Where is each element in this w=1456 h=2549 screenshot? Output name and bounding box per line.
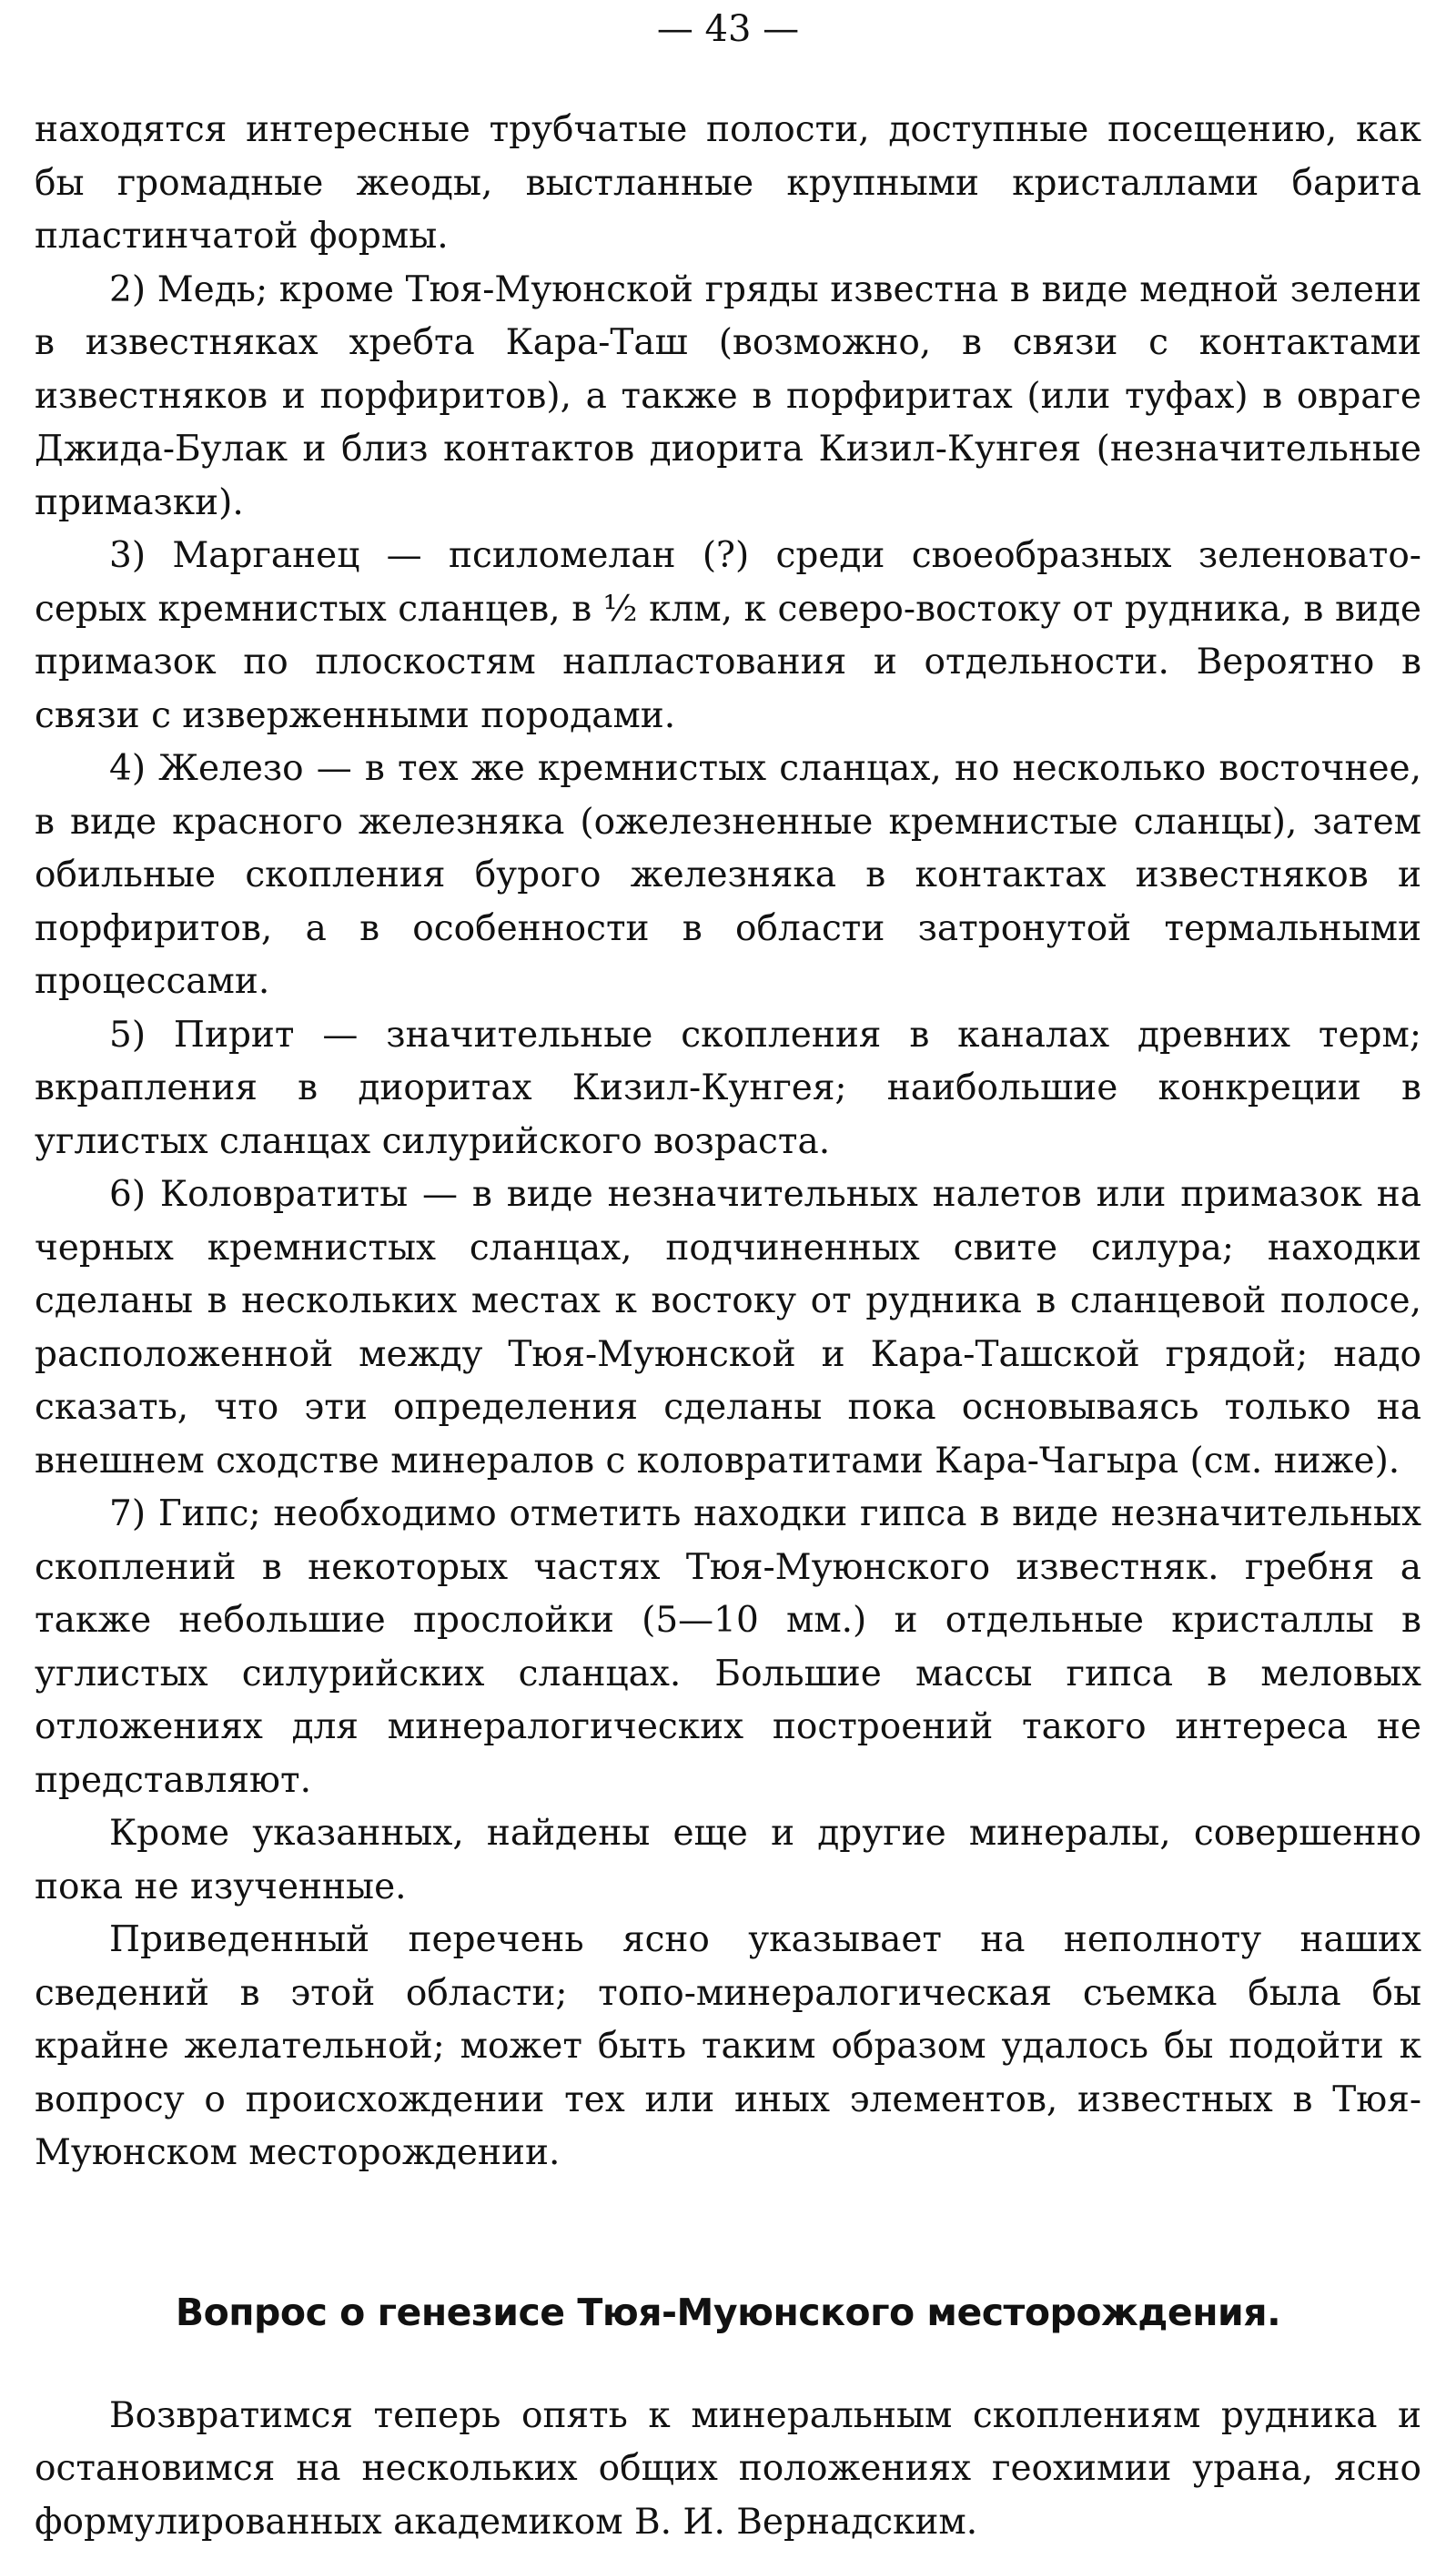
paragraph-volborthite: 6) Коловратиты — в виде незначительных налетов или примазок на черных кремнистых сланцах, подчиненных свите силура; находки сделаны в нескольких местах к востоку от рудника в сланцевой полосе, расположенной между Тюя-Муюнской и Кара-Ташской грядой; надо сказать, что эти определения сделаны пока основываясь только на внешнем сходстве минералов с коловратитами Кара-Чагыра (см. ниже). — [35, 1168, 1421, 1488]
paragraph-manganese: 3) Марганец — псиломелан (?) среди своеобразных зеленовато-серых кремнистых сланцев, в ½ клм, к северо-востоку от рудника, в виде примазок по плоскостям напластования и отдельности. Вероятно в связи с изверженными породами. — [35, 530, 1421, 743]
section-heading: Вопрос о генезисе Тюя-Муюнского месторождения. — [35, 2285, 1421, 2340]
paragraph-summary: Приведенный перечень ясно указывает на неполноту наших сведений в этой области; топо-минералогическая съемка была бы крайне желательной; может быть таким образом удалось бы подойти к вопросу о происхождении тех или иных элементов, известных в Тюя-Муюнском месторождении. — [35, 1914, 1421, 2180]
paragraph-genesis-intro: Возвратимся теперь опять к минеральным скоплениям рудника и остановимся на нескольких общих положениях геохимии урана, ясно формулированных академиком В. И. Вернадским. — [35, 2390, 1421, 2549]
paragraph-copper: 2) Медь; кроме Тюя-Муюнской гряды известна в виде медной зелени в известняках хребта Кара-Таш (возможно, в связи с контактами известняков и порфиритов), а также в порфиритах (или туфах) в овраге Джида-Булак и близ контактов диорита Кизил-Кунгея (незначительные примазки). — [35, 264, 1421, 531]
paragraph-pyrite: 5) Пирит — значительные скопления в каналах древних терм; вкрапления в диоритах Кизил-Кунгея; наибольшие конкреции в углистых сланцах силурийского возраста. — [35, 1009, 1421, 1169]
paragraph-other-minerals: Кроме указанных, найдены еще и другие минералы, совершенно пока не изученные. — [35, 1807, 1421, 1914]
paragraph-continuation: находятся интересные трубчатые полости, доступные посещению, как бы громадные жеоды, выстланные крупными кристаллами барита пластинчатой формы. — [35, 104, 1421, 264]
paragraph-iron: 4) Железо — в тех же кремнистых сланцах, но несколько восточнее, в виде красного железняка (ожелезненные кремнистые сланцы), затем обильные скопления бурого железняка в контактах известняков и порфиритов, а в особенности в области затронутой термальными процессами. — [35, 743, 1421, 1009]
page-number: — 43 — — [35, 7, 1421, 51]
document-page — [35, 0, 1421, 2549]
paragraph-gypsum: 7) Гипс; необходимо отметить находки гипса в виде незначительных скоплений в некоторых частях Тюя-Муюнского известняк. гребня а также небольшие прослойки (5—10 мм.) и отдельные кристаллы в углистых силурийских сланцах. Большие массы гипса в меловых отложениях для минералогических построений такого интереса не представляют. — [35, 1488, 1421, 1807]
